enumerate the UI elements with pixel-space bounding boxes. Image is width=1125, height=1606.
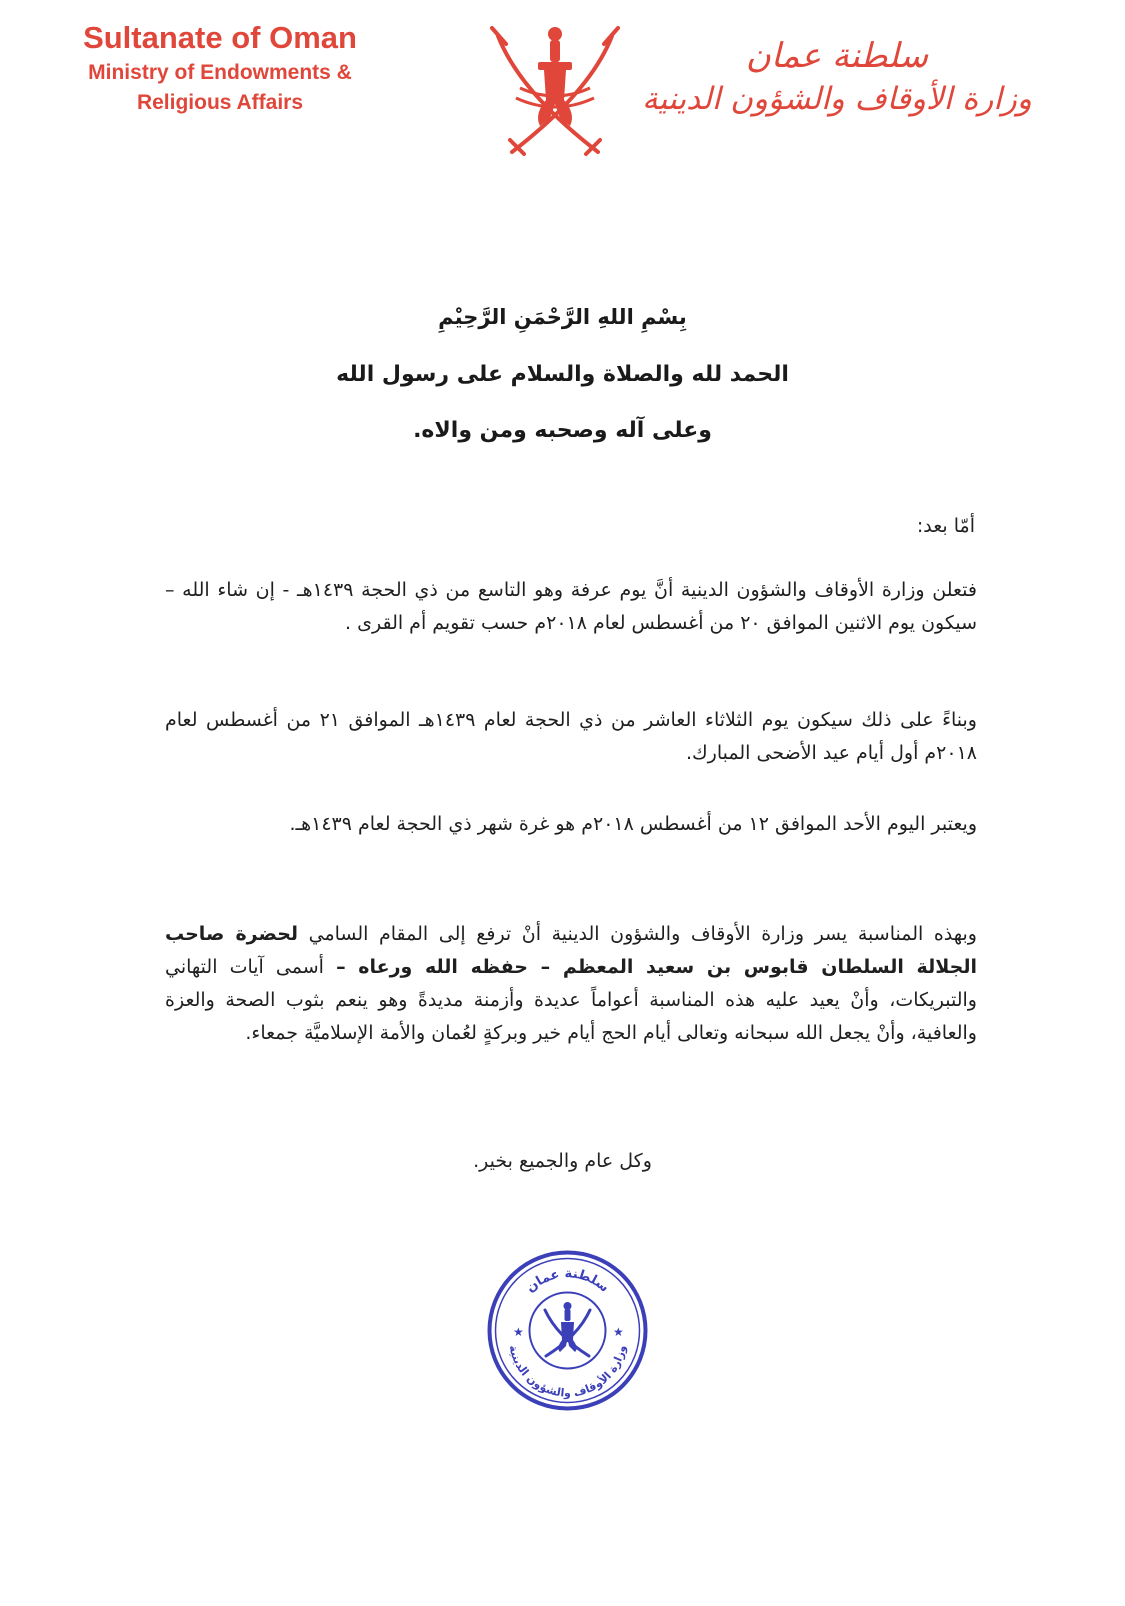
his-majesty-title: لحضرة صاحب الجلالة السلطان قابوس بن سعيد المعظم – حفظه الله ورعاه – — [165, 923, 977, 978]
closing-greeting: وكل عام والجميع بخير. — [473, 1150, 652, 1172]
khanjar-emblem-icon — [480, 22, 630, 162]
country-name-en: Sultanate of Oman — [83, 20, 357, 55]
ministry-stamp-icon — [485, 1248, 650, 1413]
paragraph-congratulations — [165, 918, 977, 1050]
country-name-ar: سلطنة عمان — [745, 36, 929, 76]
ministry-name-en-line2: Religious Affairs — [136, 91, 304, 114]
svg-text:★: ★ — [513, 1325, 524, 1339]
congratulations-opening: وبهذه المناسبة يسر وزارة الأوقاف والشؤون الدينية أنْ ترفع إلى المقام السامي — [308, 923, 977, 945]
praise-line-1: الحمد لله والصلاة والسلام على رسول الله — [336, 362, 789, 387]
stamp-top-text: سلطنة عمان — [523, 1266, 612, 1296]
svg-text:سلطنة عمان — [523, 1266, 611, 1295]
svg-text:وزارة الأوقاف والشؤون الدينية — [507, 1344, 629, 1400]
header-arabic — [627, 34, 1047, 120]
praise-line-2: وعلى آله وصحبه ومن والاه. — [413, 418, 712, 443]
ministry-name-en-line1: Ministry of Endowments & — [88, 61, 352, 84]
ministry-name-ar: وزارة الأوقاف والشؤون الدينية — [642, 81, 1032, 117]
stamp-bottom-text: وزارة الأوقاف والشؤون الدينية — [506, 1344, 629, 1400]
paragraph-eid-date: وبناءً على ذلك سيكون يوم الثلاثاء العاشر من ذي الحجة لعام ١٤٣٩هـ الموافق ٢١ من أغسطس لعام ٢٠١٨م أول أيام عيد الأضحى المبارك. — [165, 709, 977, 764]
congratulations-body: أسمى آيات التهاني والتبريكات، وأنْ يعيد عليه هذه المناسبة أعواماً عديدة وأزمنة مديدةً وهو ينعم بثوب الصحة والعزة والعافية، وأنْ يجعل الله سبحانه وتعالى أيام الحج أيام خير وبركةٍ لعُمان والأمة الإسلاميَّة جمعاء. — [165, 956, 977, 1044]
paragraph-arafah-date: فتعلن وزارة الأوقاف والشؤون الدينية أنَّ يوم عرفة وهو التاسع من ذي الحجة ١٤٣٩هـ - إن شاء الله – سيكون يوم الاثنين الموافق ٢٠ من أغسطس لعام ٢٠١٨م حسب تقويم أم القرى . — [165, 579, 977, 634]
paragraph-month-start: ويعتبر اليوم الأحد الموافق ١٢ من أغسطس ٢٠١٨م هو غرة شهر ذي الحجة لعام ١٤٣٩هـ. — [289, 813, 977, 835]
greeting: أمّا بعد: — [916, 515, 975, 537]
header-english — [60, 18, 380, 118]
svg-text:★: ★ — [613, 1325, 624, 1339]
basmala: بِسْمِ اللهِ الرَّحْمَنِ الرَّحِيْمِ — [438, 305, 687, 329]
